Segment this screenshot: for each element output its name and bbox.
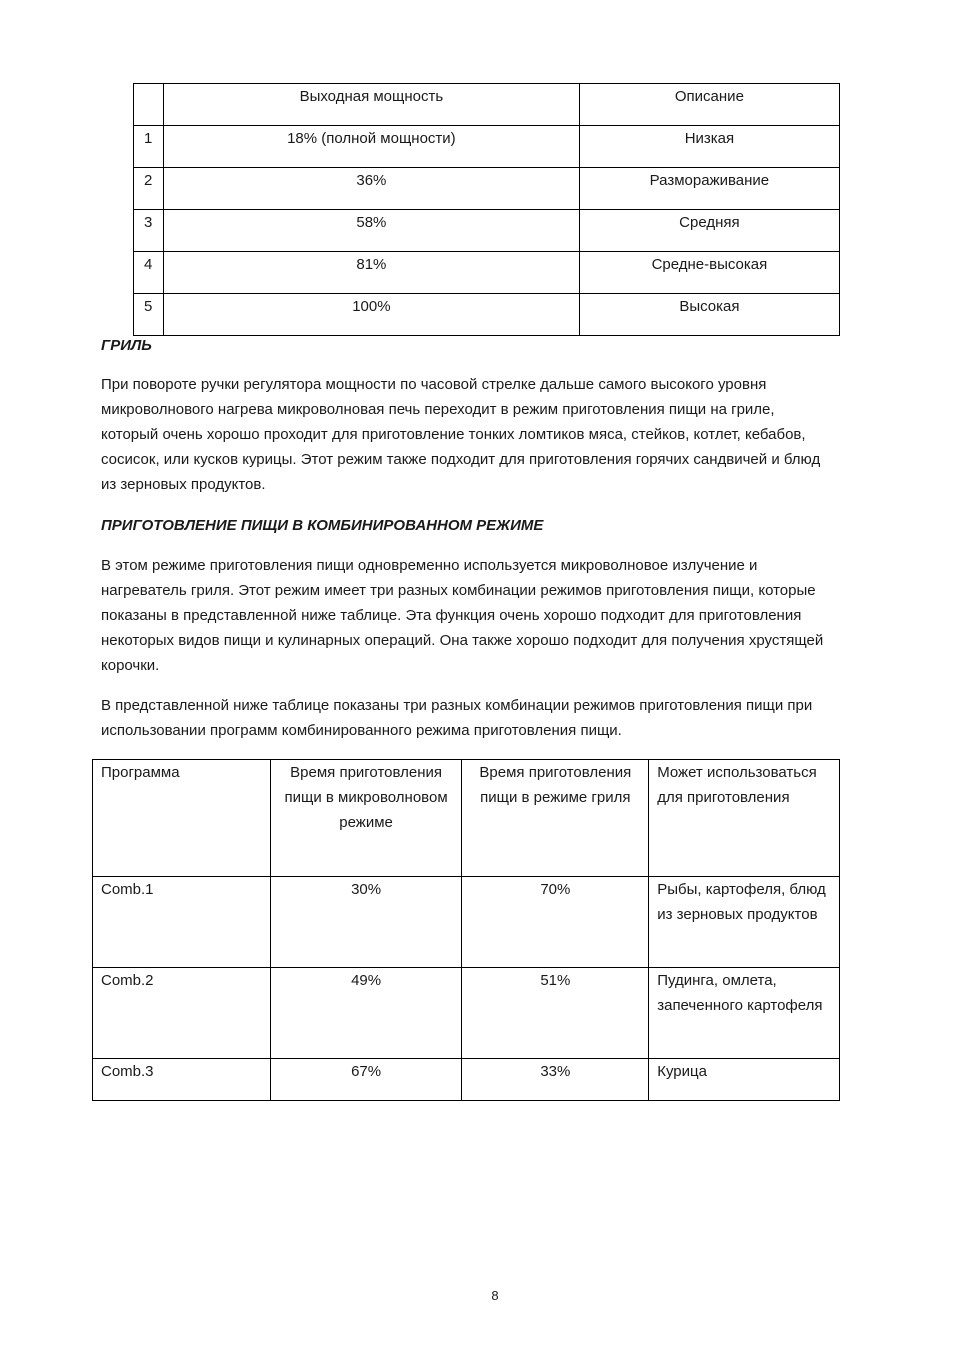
table-row (134, 294, 840, 336)
table-row (134, 126, 840, 168)
header-num-cell (134, 84, 164, 126)
table-row (93, 877, 840, 968)
row-program-cell: Comb.1 (93, 877, 271, 968)
grill-paragraph: При повороте ручки регулятора мощности по часовой стрелке дальше самого высокого уровня микроволнового нагрева микроволновая печь переходит в режим приготовления пищи на гриле, который очень хорошо проходит для приготовление тонких ломтиков мяса, стейков, котлет, кебабов, сосисок, или кусков курицы. Этот режим также подходит для приготовления горячих сандвичей и блюд из зерновых продуктов. (101, 376, 821, 493)
row-output-cell: 100% (163, 294, 579, 336)
row-output-cell: 81% (163, 252, 579, 294)
table-row (93, 968, 840, 1059)
header-microwave-cell: Время приготовления пищи в микроволновом режиме (270, 760, 462, 877)
table-row (134, 252, 840, 294)
row-output-cell: 36% (163, 168, 579, 210)
header-usage-cell: Может использоваться для приготовления (649, 760, 840, 877)
power-levels-table (133, 83, 840, 336)
header-description-cell: Описание (579, 84, 839, 126)
row-description-cell: Низкая (579, 126, 839, 168)
row-output-cell: 18% (полной мощности) (163, 126, 579, 168)
row-grill-cell: 70% (462, 877, 649, 968)
row-description-cell: Высокая (579, 294, 839, 336)
row-program-cell: Comb.2 (93, 968, 271, 1059)
combination-modes-table (92, 759, 840, 1101)
combo-paragraph-2: В представленной ниже таблице показаны три разных комбинации режимов приготовления пищи при использовании программ комбинированного режима приготовления пищи. (101, 697, 813, 739)
row-num-cell: 5 (134, 294, 164, 336)
row-num-cell: 4 (134, 252, 164, 294)
row-description-cell: Средне-высокая (579, 252, 839, 294)
header-grill-cell: Время приготовления пищи в режиме гриля (462, 760, 649, 877)
header-output-cell: Выходная мощность (163, 84, 579, 126)
table-row (134, 168, 840, 210)
row-output-cell: 58% (163, 210, 579, 252)
table-row (134, 210, 840, 252)
row-num-cell: 2 (134, 168, 164, 210)
row-grill-cell: 51% (462, 968, 649, 1059)
row-num-cell: 3 (134, 210, 164, 252)
grill-heading: ГРИЛЬ (101, 337, 152, 354)
page-number: 8 (491, 1288, 499, 1303)
row-microwave-cell: 30% (270, 877, 462, 968)
row-microwave-cell: 67% (270, 1059, 462, 1101)
row-program-cell: Comb.3 (93, 1059, 271, 1101)
row-grill-cell: 33% (462, 1059, 649, 1101)
row-num-cell: 1 (134, 126, 164, 168)
row-description-cell: Средняя (579, 210, 839, 252)
header-program-cell: Программа (93, 760, 271, 877)
row-usage-cell: Пудинга, омлета, запеченного картофеля (649, 968, 840, 1059)
row-usage-cell: Рыбы, картофеля, блюд из зерновых продуктов (649, 877, 840, 968)
row-usage-cell: Курица (649, 1059, 840, 1101)
row-microwave-cell: 49% (270, 968, 462, 1059)
combo-heading: ПРИГОТОВЛЕНИЕ ПИЩИ В КОМБИНИРОВАННОМ РЕЖИМЕ (101, 517, 544, 534)
row-description-cell: Размораживание (579, 168, 839, 210)
table-header-row (134, 84, 840, 126)
table-header-row (93, 760, 840, 877)
combo-paragraph-1: В этом режиме приготовления пищи одновременно используется микроволновое излучение и нагреватель гриля. Этот режим имеет три разных комбинации режимов приготовления пищи, которые показаны в представленной ниже таблице. Эта функция очень хорошо подходит для приготовления некоторых видов пищи и кулинарных операций. Она также хорошо подходит для получения хрустящей корочки. (101, 557, 824, 674)
table-row (93, 1059, 840, 1101)
